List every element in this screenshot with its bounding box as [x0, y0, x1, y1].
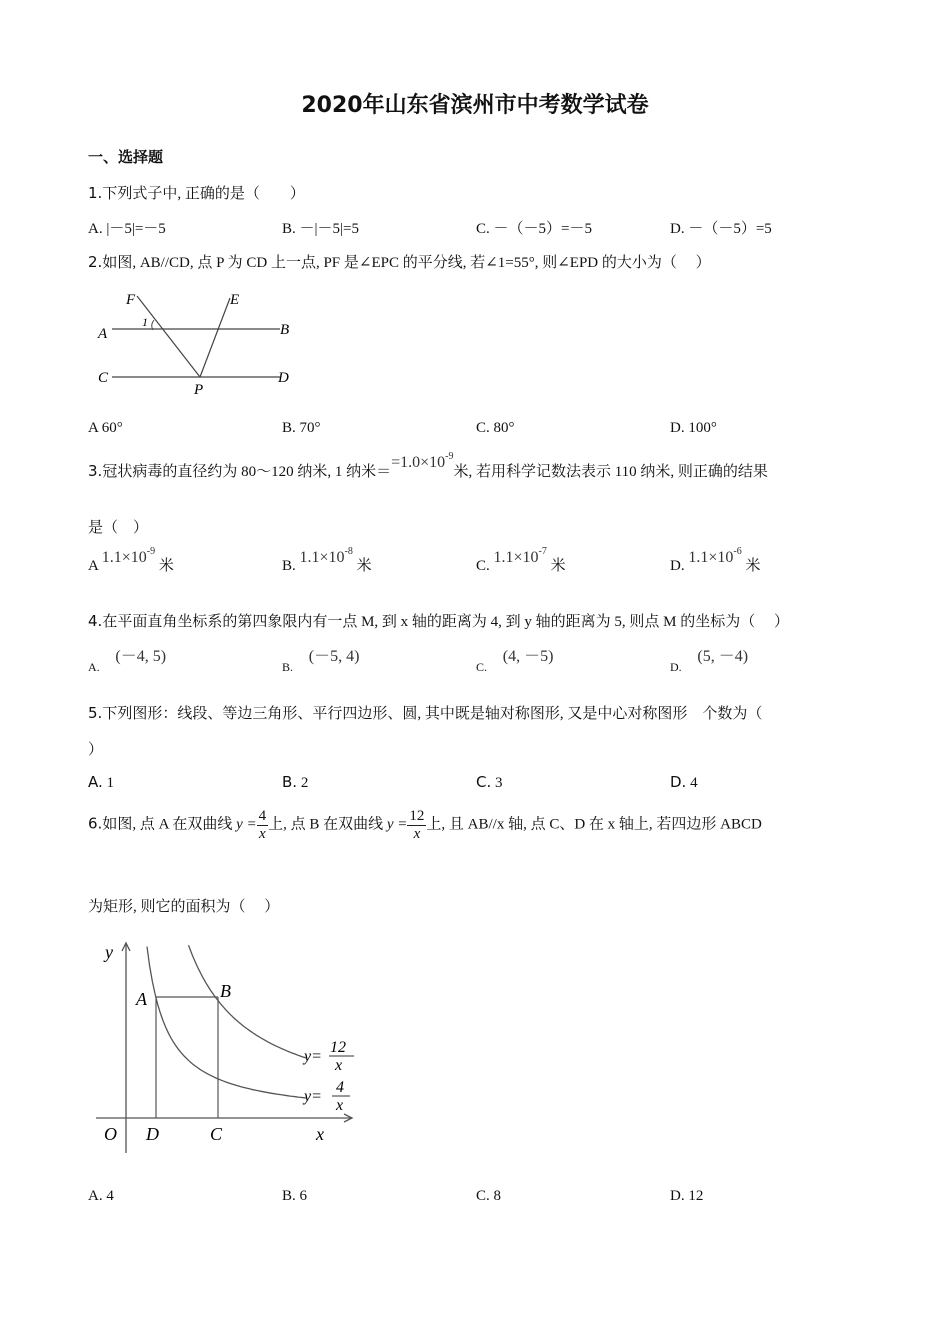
option-math	[299, 546, 353, 566]
segment-pf	[137, 296, 200, 377]
question-text-cont: 米, 若用科学记数法表示 110 纳米, 则正确的结果	[453, 464, 768, 480]
q4-option-b[interactable]	[282, 643, 360, 674]
question-number: 6.	[88, 814, 103, 833]
segment-pe	[200, 298, 230, 377]
q5-option-c[interactable]	[476, 773, 503, 792]
option-value: (5, －4)	[697, 648, 749, 665]
option-math	[493, 546, 547, 566]
q6-option-b[interactable]: B. 6	[282, 1188, 308, 1204]
nano-formula-exponent: -9	[445, 451, 454, 462]
label-e: E	[230, 292, 240, 308]
label-f: F	[126, 292, 136, 308]
option-letter: B.	[282, 773, 298, 791]
label-x: x	[316, 1124, 324, 1144]
option-letter: C.	[476, 660, 488, 674]
option-letter: D.	[670, 773, 687, 791]
question-text-cont: 上, 点 B 在双曲线	[268, 816, 384, 833]
label-curve12-lhs: y=	[304, 1048, 322, 1065]
question-4-stem	[88, 610, 789, 631]
question-text: 在平面直角坐标系的第四象限内有一点 M, 到 x 轴的距离为 4, 到 y 轴的距离为 5, 则点 M 的坐标为（ ）	[102, 614, 789, 630]
q2-option-c[interactable]: C. 80°	[476, 420, 515, 436]
option-value: (4, －5)	[502, 648, 554, 665]
q6-option-a[interactable]: A. 4	[88, 1188, 114, 1204]
fraction-numerator: 12	[409, 808, 425, 824]
fraction-denominator: x	[259, 825, 266, 842]
option-value: (－4, 5)	[115, 648, 167, 665]
curve-y-4-over-x	[147, 947, 306, 1098]
option-letter: A.	[88, 660, 100, 674]
question-text-cont2: 上, 且 AB//x 轴, 点 C、D 在 x 轴上, 若四边形 ABCD	[426, 816, 762, 833]
fraction-denominator: x	[413, 825, 421, 842]
hyperbola-12-lhs: y =	[386, 816, 408, 833]
option-letter: C.	[476, 773, 492, 791]
label-y: y	[105, 942, 113, 962]
option-math	[101, 546, 156, 566]
option-math-base: 1.1×10	[101, 549, 147, 566]
option-math-base: 1.1×10	[688, 549, 734, 566]
fraction-numerator: 4	[258, 808, 267, 824]
option-math-base: 1.1×10	[493, 549, 539, 566]
q3-option-b[interactable]	[282, 546, 372, 575]
option-letter: A.	[88, 773, 103, 791]
label-a: A	[98, 326, 108, 342]
question-3-stem	[88, 451, 768, 481]
label-d: D	[278, 370, 289, 386]
section-heading: 一、选择题	[88, 148, 164, 166]
question-1-stem	[88, 182, 305, 203]
question-6-stem	[88, 808, 762, 842]
question-text: 下列式子中, 正确的是（ ）	[102, 186, 305, 202]
nano-formula	[391, 451, 454, 471]
q3-option-c[interactable]	[476, 546, 566, 575]
q2-option-d[interactable]: D. 100°	[670, 420, 717, 436]
label-c: C	[98, 370, 109, 386]
q4-option-d[interactable]	[670, 643, 749, 674]
option-math-base: 1.1×10	[299, 549, 345, 566]
option-value: 1	[106, 775, 115, 791]
label-b: B	[280, 322, 290, 338]
label-c: C	[210, 1124, 223, 1144]
q2-parallel-lines-figure	[90, 288, 305, 398]
option-math-exponent: -7	[538, 546, 547, 557]
option-math-exponent: -9	[146, 546, 156, 557]
question-text: 下列图形：线段、等边三角形、平行四边形、圆, 其中既是轴对称图形, 又是中心对称图形 个数为（	[102, 706, 763, 722]
option-letter: B.	[282, 660, 294, 674]
question-number: 1.	[88, 184, 103, 202]
label-p: P	[194, 382, 204, 398]
q5-option-b[interactable]	[282, 773, 308, 792]
option-letter: D.	[670, 558, 685, 574]
option-value: (－5, 4)	[308, 648, 360, 665]
q2-option-a[interactable]: A 60°	[88, 420, 123, 436]
q2-option-b[interactable]: B. 70°	[282, 420, 321, 436]
q6-option-c[interactable]: C. 8	[476, 1188, 502, 1204]
question-number: 2.	[88, 253, 103, 271]
curve-y-12-over-x	[189, 945, 307, 1058]
label-angle-1: 1	[142, 315, 148, 329]
option-math-exponent: -6	[733, 546, 742, 557]
option-letter: D.	[670, 660, 682, 674]
option-unit: 米	[158, 558, 174, 574]
label-o: O	[104, 1124, 117, 1144]
option-letter: C.	[476, 558, 490, 574]
label-d: D	[146, 1124, 159, 1144]
q6-option-d[interactable]: D. 12	[670, 1188, 704, 1204]
label-curve12-num: 12	[330, 1039, 346, 1056]
label-curve4-den: x	[336, 1097, 344, 1114]
q5-option-a[interactable]	[88, 773, 114, 792]
question-number: 4.	[88, 612, 103, 630]
label-a: A	[136, 989, 147, 1009]
hyperbola-4-lhs: y =	[236, 816, 257, 833]
label-curve12-den: x	[335, 1057, 343, 1074]
q4-option-c[interactable]	[476, 643, 554, 674]
option-value: 2	[300, 775, 309, 791]
question-number: 3.	[88, 462, 103, 480]
question-text: 如图, 点 A 在双曲线	[102, 816, 233, 833]
question-3-stem-line2: 是（ ）	[88, 520, 149, 536]
question-5-stem	[88, 702, 762, 723]
label-curve4-lhs: y=	[304, 1088, 322, 1105]
option-unit: 米	[356, 558, 372, 574]
option-math	[688, 546, 742, 566]
hyperbola-4-fraction	[257, 808, 269, 842]
page-title: 2020年山东省滨州市中考数学试卷	[301, 93, 649, 118]
label-b: B	[220, 981, 231, 1001]
label-curve4-num: 4	[336, 1079, 344, 1096]
q1-option-a[interactable]: A. |－5|=－5	[88, 221, 166, 237]
q5-option-d[interactable]	[670, 773, 698, 792]
question-5-stem-line2: ）	[88, 742, 104, 758]
option-unit: 米	[550, 558, 566, 574]
q1-option-b[interactable]: B. －|－5|=5	[282, 221, 359, 237]
option-value: 4	[690, 775, 698, 791]
q1-option-d[interactable]: D. －（－5）=5	[670, 221, 772, 237]
q3-option-d[interactable]	[670, 546, 761, 575]
q4-option-a[interactable]	[88, 643, 167, 674]
option-letter: A	[88, 558, 99, 574]
question-2-stem	[88, 251, 711, 272]
q1-option-c[interactable]: C. －（－5）=－5	[476, 221, 592, 237]
option-letter: B.	[282, 558, 296, 574]
nano-formula-base: =1.0×10	[391, 454, 446, 471]
question-number: 5.	[88, 704, 103, 722]
option-unit: 米	[745, 558, 761, 574]
question-text: 冠状病毒的直径约为 80～120 纳米, 1 纳米＝	[102, 464, 392, 480]
question-6-stem-line2: 为矩形, 则它的面积为（ ）	[88, 899, 280, 915]
option-value: 3	[495, 775, 503, 791]
question-text: 如图, AB//CD, 点 P 为 CD 上一点, PF 是∠EPC 的平分线, 若∠1=55°, 则∠EPD 的大小为（ ）	[102, 255, 711, 271]
hyperbola-12-fraction	[407, 808, 426, 842]
q6-hyperbola-figure	[90, 935, 365, 1160]
option-math-exponent: -8	[344, 546, 353, 557]
q3-option-a[interactable]	[88, 546, 174, 575]
